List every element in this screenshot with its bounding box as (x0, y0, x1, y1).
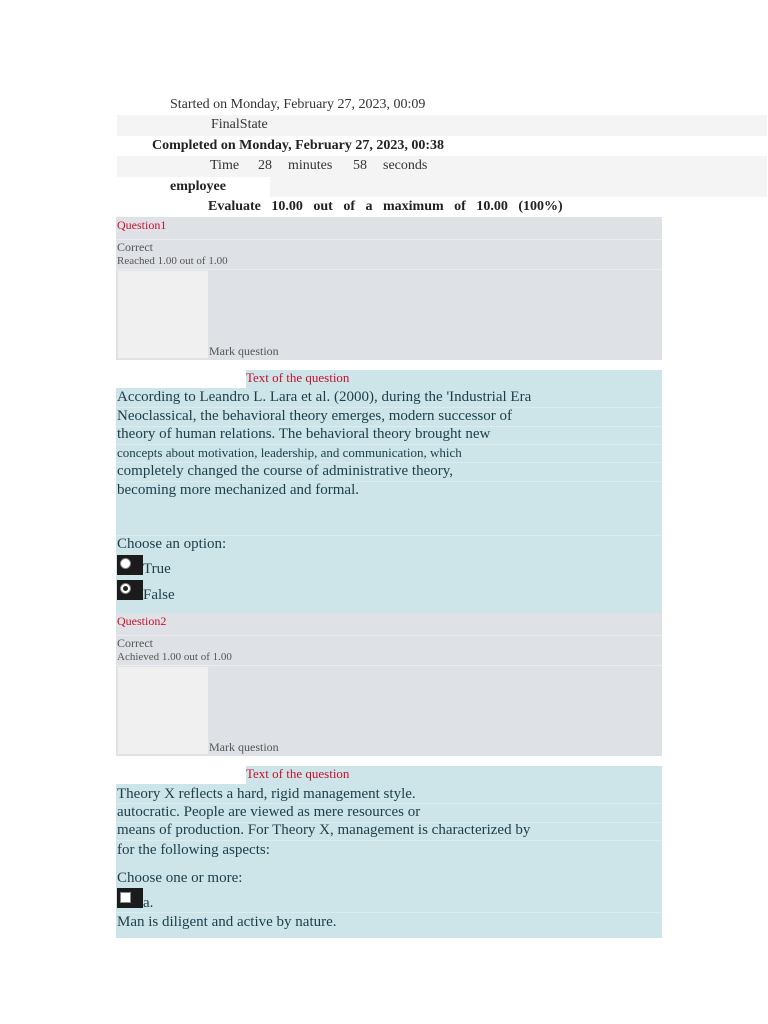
question-text-line: completely changed the course of administrative theory, (117, 463, 453, 479)
label-gap (116, 370, 246, 388)
flag-area (117, 666, 209, 755)
time-seconds-value: 58 (353, 158, 367, 173)
evaluate-text: Evaluate 10.00 out of a maximum of 10.00 (100%) (208, 199, 563, 214)
time-seconds-label: seconds (383, 158, 428, 173)
employee-row (117, 177, 767, 197)
option-text-a: Man is diligent and active by nature. (117, 914, 337, 930)
question-text-label: Text of the question (246, 370, 350, 385)
radio-false[interactable] (117, 580, 143, 600)
question-grade: Reached 1.00 out of 1.00 (117, 255, 228, 267)
question-text-line: for the following aspects: (117, 842, 270, 858)
flag-area (117, 270, 209, 359)
question-text-line: becoming more mechanized and formal. (117, 482, 359, 498)
answer-prompt: Choose one or more: (117, 870, 243, 886)
question-text-line: concepts about motivation, leadership, and communication, which (117, 445, 462, 460)
mark-question-link[interactable]: Mark question (209, 740, 279, 754)
evaluate-row (117, 197, 767, 216)
employee-label: employee (170, 179, 226, 194)
question-text-line: autocratic. People are viewed as mere resources or (117, 804, 421, 820)
started-on-row (117, 95, 767, 115)
question-text-line: Neoclassical, the behavioral theory emerges, modern successor of (117, 408, 512, 424)
option-label-a[interactable]: a. (143, 895, 154, 911)
question-info-2 (116, 613, 662, 756)
divider (116, 635, 662, 636)
question-state: Correct (117, 240, 153, 254)
checkbox-a[interactable] (117, 888, 143, 908)
question-text-line: According to Leandro L. Lara et al. (2000), during the 'Industrial Era (117, 389, 532, 405)
question-text-label: Text of the question (246, 766, 350, 781)
mark-question-link[interactable]: Mark question (209, 344, 279, 358)
question-state: Correct (117, 636, 153, 650)
question-text-line: theory of human relations. The behavioral theory brought new (117, 426, 491, 442)
state-text: FinalState (211, 117, 268, 132)
divider (116, 912, 662, 913)
question-grade: Achieved 1.00 out of 1.00 (117, 651, 232, 663)
started-on-text: Started on Monday, February 27, 2023, 00:09 (170, 97, 426, 112)
radio-circle-checked-icon (120, 583, 131, 594)
time-label: Time (210, 158, 240, 173)
completed-on-row (117, 136, 767, 156)
option-label-true[interactable]: True (143, 561, 171, 577)
radio-circle-icon (120, 558, 131, 569)
divider (116, 840, 662, 841)
checkbox-icon (120, 892, 131, 903)
question-number: Question2 (117, 614, 167, 628)
completed-on-text: Completed on Monday, February 27, 2023, 00:38 (152, 138, 445, 153)
state-row (117, 115, 767, 136)
question-info-1 (116, 217, 662, 360)
question-content-2 (116, 766, 662, 938)
question-text-line: means of production. For Theory X, management is characterized by (117, 822, 531, 838)
answer-prompt: Choose an option: (117, 536, 227, 552)
divider (116, 239, 662, 240)
radio-true[interactable] (117, 555, 143, 575)
question-text-line: Theory X reflects a hard, rigid management style. (117, 786, 416, 802)
question-content-1 (116, 370, 662, 613)
label-gap (116, 766, 246, 784)
time-minutes-label: minutes (288, 158, 333, 173)
option-label-false[interactable]: False (143, 587, 175, 603)
question-number: Question1 (117, 218, 167, 232)
time-row (117, 156, 767, 177)
time-minutes-value: 28 (258, 158, 272, 173)
